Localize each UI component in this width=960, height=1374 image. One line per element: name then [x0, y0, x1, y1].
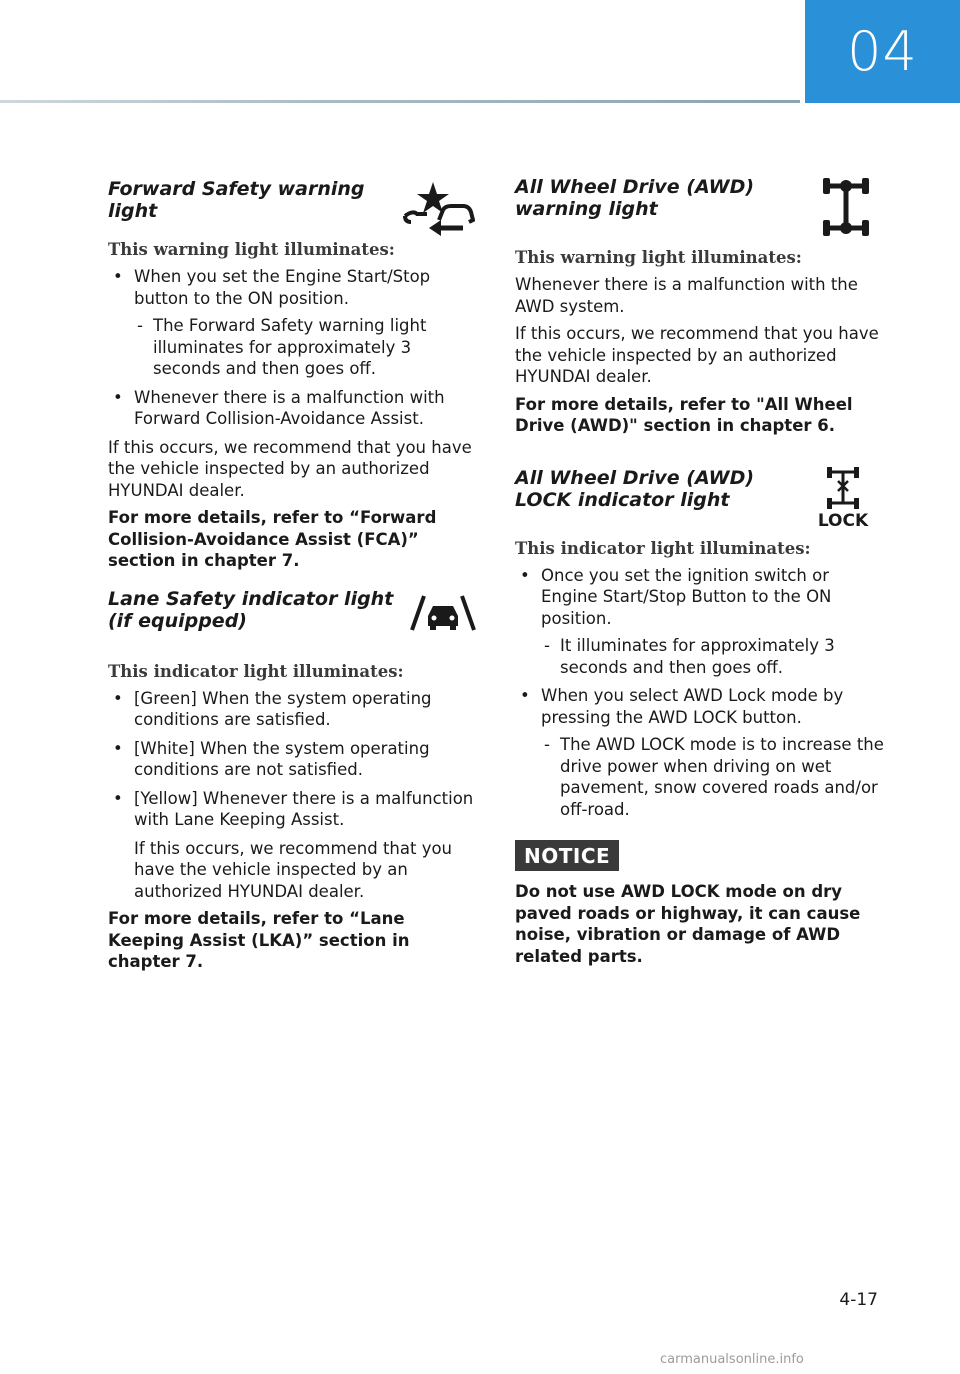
section-title: Forward Safety warning light	[108, 178, 365, 222]
list-item	[515, 565, 885, 679]
paragraph: If this occurs, we recommend that you have the vehicle inspected by an authorized HYUNDAI dealer.	[515, 324, 879, 386]
notice-box	[515, 840, 885, 967]
list-item	[515, 685, 885, 820]
lka-section	[108, 588, 478, 973]
section-title: Lane Safety indicator light (if equipped)	[108, 587, 394, 632]
list-item	[108, 387, 478, 430]
bullet-text: When you set the Engine Start/Stop button to the ON position.	[134, 267, 431, 308]
forward-collision-warning-icon	[403, 180, 475, 244]
lead-text: This indicator light illuminates:	[515, 538, 811, 558]
chapter-tab	[805, 0, 960, 103]
header-rule	[0, 100, 800, 103]
list-item	[108, 266, 478, 380]
sub-item: - The Forward Safety warning light illuminates for approximately 3 seconds and then goes off.	[134, 315, 478, 380]
list-item: • [Yellow] Whenever there is a malfunction with Lane Keeping Assist.	[108, 788, 478, 831]
bullet-list	[108, 266, 478, 430]
page-number: 4-17	[839, 1290, 878, 1310]
notice-text: Do not use AWD LOCK mode on dry paved roads or highway, it can cause noise, vibration or damage of AWD related parts.	[515, 882, 861, 966]
list-item: • [Green] When the system operating conditions are satisfied.	[108, 688, 478, 731]
reference-text: For more details, refer to “Lane Keeping Assist (LKA)” section in chapter 7.	[108, 909, 410, 971]
paragraph: Whenever there is a malfunction with the AWD system.	[515, 275, 858, 316]
section-title: All Wheel Drive (AWD) warning light	[515, 176, 755, 220]
sub-item: - It illuminates for approximately 3 seconds and then goes off.	[541, 635, 885, 678]
right-column	[515, 172, 885, 967]
bullet-text: When you select AWD Lock mode by pressing the AWD LOCK button.	[541, 686, 844, 727]
lead-text: This warning light illuminates:	[515, 248, 802, 267]
chapter-number: 04	[847, 20, 918, 83]
bullet-list	[515, 565, 885, 821]
fca-section	[108, 172, 478, 572]
paragraph: If this occurs, we recommend that you have the vehicle inspected by an authorized HYUNDAI dealer.	[108, 437, 472, 500]
reference-text: For more details, refer to “Forward Collision-Avoidance Assist (FCA)” section in chapter 7.	[108, 508, 437, 570]
bullet-list	[108, 688, 478, 831]
list-item: • [White] When the system operating conditions are not satisfied.	[108, 738, 478, 781]
awd-lock-section	[515, 467, 885, 821]
awd-lock-icon	[815, 467, 871, 531]
lock-label: LOCK	[817, 510, 869, 531]
paragraph: If this occurs, we recommend that you have the vehicle inspected by an authorized HYUNDAI dealer.	[134, 838, 453, 901]
lead-text: This indicator light illuminates:	[108, 661, 404, 681]
notice-badge: NOTICE	[515, 840, 619, 871]
awd-section	[515, 172, 885, 437]
lead-text: This warning light illuminates:	[108, 240, 395, 259]
awd-warning-icon	[821, 178, 871, 244]
bullet-text: Once you set the ignition switch or Engine Start/Stop Button to the ON position.	[541, 565, 832, 628]
lane-safety-icon	[408, 592, 478, 636]
left-column	[108, 172, 478, 979]
reference-text: For more details, refer to "All Wheel Drive (AWD)" section in chapter 6.	[515, 394, 853, 435]
section-title: All Wheel Drive (AWD) LOCK indicator light	[515, 466, 755, 511]
watermark: carmanualsonline.info	[660, 1352, 804, 1367]
sub-item: - The AWD LOCK mode is to increase the drive power when driving on wet pavement, snow covered roads and/or off-road.	[541, 734, 885, 820]
bullet-text: Whenever there is a malfunction with Forward Collision-Avoidance Assist.	[134, 387, 445, 428]
